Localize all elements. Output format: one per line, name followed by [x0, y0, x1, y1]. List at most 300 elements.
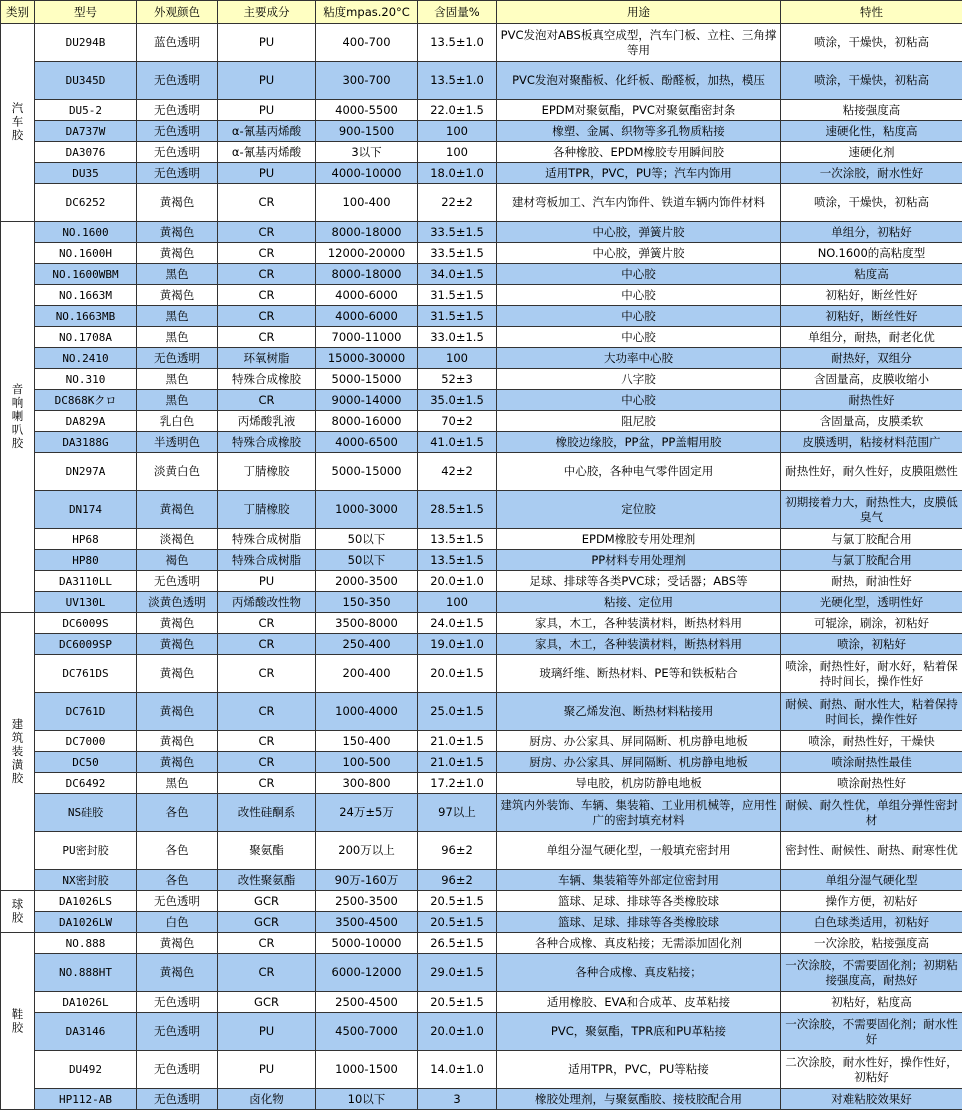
- cell-component: CR: [218, 752, 316, 773]
- cell-model: NO.888: [35, 933, 137, 954]
- cell-feature: 密封性、耐候性、耐热、耐寒性优: [781, 832, 962, 870]
- cell-solids: 96±2: [418, 870, 497, 891]
- cell-color: 无色透明: [137, 100, 218, 121]
- cell-solids: 97以上: [418, 794, 497, 832]
- cell-model: NO.1600WBM: [35, 264, 137, 285]
- cell-model: UV130L: [35, 592, 137, 613]
- cell-use: 各种合成橡、真皮粘接；无需添加固化剂: [497, 933, 781, 954]
- cell-color: 黄褐色: [137, 752, 218, 773]
- cell-component: 特殊合成橡胶: [218, 432, 316, 453]
- cell-component: PU: [218, 24, 316, 62]
- header-row: [1, 1, 962, 24]
- table-row: [1, 491, 962, 529]
- cell-use: 适用TPR，PVC，PU等粘接: [497, 1051, 781, 1089]
- cell-use: 中心胶: [497, 306, 781, 327]
- cell-component: 改性硅酮系: [218, 794, 316, 832]
- table-row: [1, 912, 962, 933]
- table-row: [1, 184, 962, 222]
- cell-solids: 42±2: [418, 453, 497, 491]
- cell-model: DC6492: [35, 773, 137, 794]
- cell-model: DC6009S: [35, 613, 137, 634]
- table-row: [1, 693, 962, 731]
- cell-component: 改性聚氨酯: [218, 870, 316, 891]
- cell-viscosity: 8000-16000: [316, 411, 418, 432]
- cell-component: 丙烯酸改性物: [218, 592, 316, 613]
- cell-feature: 操作方便，初粘好: [781, 891, 962, 912]
- cell-use: 中心胶，各种电气零件固定用: [497, 453, 781, 491]
- cell-viscosity: 200万以上: [316, 832, 418, 870]
- cell-color: 黄褐色: [137, 222, 218, 243]
- cell-component: CR: [218, 390, 316, 411]
- table-row: [1, 411, 962, 432]
- cell-model: DC50: [35, 752, 137, 773]
- cell-solids: 20.0±1.0: [418, 1013, 497, 1051]
- cell-component: 丁腈橡胶: [218, 491, 316, 529]
- cell-model: DC7000: [35, 731, 137, 752]
- cell-model: DU294B: [35, 24, 137, 62]
- cell-solids: 35.0±1.5: [418, 390, 497, 411]
- cell-viscosity: 2500-4500: [316, 992, 418, 1013]
- cell-color: 各色: [137, 870, 218, 891]
- cell-feature: 速硬化性，粘度高: [781, 121, 962, 142]
- cell-use: 足球、排球等各类PVC球；受话器；ABS等: [497, 571, 781, 592]
- cell-color: 无色透明: [137, 348, 218, 369]
- cell-model: DN174: [35, 491, 137, 529]
- cell-component: 环氧树脂: [218, 348, 316, 369]
- cell-viscosity: 150-350: [316, 592, 418, 613]
- cell-model: NO.888HT: [35, 954, 137, 992]
- cell-viscosity: 4000-6500: [316, 432, 418, 453]
- cell-viscosity: 4500-7000: [316, 1013, 418, 1051]
- cell-use: PP材料专用处理剂: [497, 550, 781, 571]
- cell-color: 各色: [137, 794, 218, 832]
- cell-use: PVC发泡对聚酯板、化纤板、酚醛板，加热，模压: [497, 62, 781, 100]
- cell-component: GCR: [218, 912, 316, 933]
- cell-model: DA1026LS: [35, 891, 137, 912]
- cell-solids: 100: [418, 592, 497, 613]
- cell-component: CR: [218, 285, 316, 306]
- cell-use: 阻尼胶: [497, 411, 781, 432]
- cell-color: 黄褐色: [137, 243, 218, 264]
- cell-feature: 耐候、耐热、耐水性大，粘着保持时间长，操作性好: [781, 693, 962, 731]
- table-row: [1, 773, 962, 794]
- table-row: [1, 369, 962, 390]
- cell-use: 橡胶边缘胶，PP盆，PP盖帽用胶: [497, 432, 781, 453]
- header-color: 外观颜色: [137, 1, 218, 24]
- cell-model: HP112-AB: [35, 1089, 137, 1110]
- cell-use: 篮球、足球、排球等各类橡胶球: [497, 912, 781, 933]
- cell-viscosity: 3500-8000: [316, 613, 418, 634]
- cell-viscosity: 2500-3500: [316, 891, 418, 912]
- table-row: [1, 306, 962, 327]
- cell-model: NO.1663MB: [35, 306, 137, 327]
- cell-viscosity: 10以下: [316, 1089, 418, 1110]
- cell-component: α-氰基丙烯酸: [218, 142, 316, 163]
- cell-use: EPDM对聚氨酯，PVC对聚氨酯密封条: [497, 100, 781, 121]
- table-row: [1, 142, 962, 163]
- cell-feature: 喷涂，初粘好: [781, 634, 962, 655]
- cell-viscosity: 5000-15000: [316, 369, 418, 390]
- table-row: [1, 390, 962, 411]
- cell-solids: 26.5±1.5: [418, 933, 497, 954]
- cell-color: 黑色: [137, 390, 218, 411]
- cell-solids: 20.5±1.5: [418, 891, 497, 912]
- cell-model: DA3146: [35, 1013, 137, 1051]
- cell-viscosity: 9000-14000: [316, 390, 418, 411]
- table-row: [1, 529, 962, 550]
- cell-model: DA3110LL: [35, 571, 137, 592]
- table-row: [1, 62, 962, 100]
- cell-viscosity: 3以下: [316, 142, 418, 163]
- cell-solids: 17.2±1.0: [418, 773, 497, 794]
- cell-model: DA1026L: [35, 992, 137, 1013]
- header-viscosity: 粘度mpas.20°C: [316, 1, 418, 24]
- header-use: 用途: [497, 1, 781, 24]
- cell-solids: 13.5±1.5: [418, 550, 497, 571]
- table-row: [1, 954, 962, 992]
- header-component: 主要成分: [218, 1, 316, 24]
- cell-use: 聚乙烯发泡、断热材料粘接用: [497, 693, 781, 731]
- cell-solids: 18.0±1.0: [418, 163, 497, 184]
- cell-feature: 速硬化剂: [781, 142, 962, 163]
- cell-model: HP68: [35, 529, 137, 550]
- cell-viscosity: 900-1500: [316, 121, 418, 142]
- cell-viscosity: 15000-30000: [316, 348, 418, 369]
- cell-component: CR: [218, 954, 316, 992]
- cell-solids: 20.0±1.0: [418, 571, 497, 592]
- cell-component: PU: [218, 1013, 316, 1051]
- cell-component: CR: [218, 613, 316, 634]
- table-row: [1, 592, 962, 613]
- table-row: [1, 243, 962, 264]
- cell-feature: 对难粘胶效果好: [781, 1089, 962, 1110]
- cell-viscosity: 100-500: [316, 752, 418, 773]
- cell-color: 无色透明: [137, 121, 218, 142]
- cell-use: PVC发泡对ABS板真空成型，汽车门板、立柱、三角撑等用: [497, 24, 781, 62]
- cell-solids: 13.5±1.5: [418, 529, 497, 550]
- cell-viscosity: 90万-160万: [316, 870, 418, 891]
- category-cell: 球胶: [1, 891, 35, 933]
- cell-component: CR: [218, 773, 316, 794]
- cell-viscosity: 100-400: [316, 184, 418, 222]
- cell-component: CR: [218, 731, 316, 752]
- cell-solids: 100: [418, 121, 497, 142]
- cell-color: 黄褐色: [137, 634, 218, 655]
- cell-component: 特殊合成橡胶: [218, 369, 316, 390]
- cell-feature: 单组分，初粘好: [781, 222, 962, 243]
- cell-feature: 可辊涂，刷涂，初粘好: [781, 613, 962, 634]
- table-row: [1, 222, 962, 243]
- header-solids: 含固量%: [418, 1, 497, 24]
- cell-feature: 单组分，耐热，耐老化优: [781, 327, 962, 348]
- cell-solids: 13.5±1.0: [418, 62, 497, 100]
- cell-feature: 一次涂胶，粘接强度高: [781, 933, 962, 954]
- cell-color: 无色透明: [137, 142, 218, 163]
- cell-solids: 13.5±1.0: [418, 24, 497, 62]
- category-cell: 汽车胶: [1, 24, 35, 222]
- cell-viscosity: 5000-10000: [316, 933, 418, 954]
- cell-solids: 20.5±1.5: [418, 912, 497, 933]
- cell-viscosity: 5000-15000: [316, 453, 418, 491]
- cell-component: CR: [218, 634, 316, 655]
- cell-feature: 耐热，耐油性好: [781, 571, 962, 592]
- table-row: [1, 1089, 962, 1110]
- header-model: 型号: [35, 1, 137, 24]
- cell-viscosity: 300-800: [316, 773, 418, 794]
- cell-solids: 100: [418, 142, 497, 163]
- cell-feature: 喷涂，干燥快，初粘高: [781, 24, 962, 62]
- cell-color: 黑色: [137, 327, 218, 348]
- table-row: [1, 264, 962, 285]
- cell-use: EPDM橡胶专用处理剂: [497, 529, 781, 550]
- cell-viscosity: 4000-10000: [316, 163, 418, 184]
- cell-use: 家具，木工，各种装潢材料，断热材料用: [497, 613, 781, 634]
- cell-color: 淡黄色透明: [137, 592, 218, 613]
- cell-solids: 14.0±1.0: [418, 1051, 497, 1089]
- table-body: [1, 24, 962, 1110]
- cell-viscosity: 50以下: [316, 550, 418, 571]
- cell-viscosity: 150-400: [316, 731, 418, 752]
- cell-viscosity: 250-400: [316, 634, 418, 655]
- cell-color: 各色: [137, 832, 218, 870]
- cell-model: NO.1663M: [35, 285, 137, 306]
- cell-color: 褐色: [137, 550, 218, 571]
- cell-component: PU: [218, 62, 316, 100]
- cell-use: 中心胶: [497, 327, 781, 348]
- cell-viscosity: 3500-4500: [316, 912, 418, 933]
- cell-feature: 与氯丁胶配合用: [781, 529, 962, 550]
- cell-viscosity: 7000-11000: [316, 327, 418, 348]
- table-row: [1, 992, 962, 1013]
- cell-use: 八字胶: [497, 369, 781, 390]
- table-row: [1, 432, 962, 453]
- cell-use: 建筑内外装饰、车辆、集装箱、工业用机械等，应用性广的密封填充材料: [497, 794, 781, 832]
- cell-color: 淡褐色: [137, 529, 218, 550]
- cell-solids: 96±2: [418, 832, 497, 870]
- table-row: [1, 870, 962, 891]
- cell-solids: 70±2: [418, 411, 497, 432]
- cell-solids: 52±3: [418, 369, 497, 390]
- table-row: [1, 832, 962, 870]
- cell-feature: 喷涂，干燥快，初粘高: [781, 184, 962, 222]
- cell-model: DU5-2: [35, 100, 137, 121]
- cell-component: PU: [218, 1051, 316, 1089]
- cell-model: DA829A: [35, 411, 137, 432]
- cell-viscosity: 1000-4000: [316, 693, 418, 731]
- cell-solids: 33.5±1.5: [418, 243, 497, 264]
- cell-feature: 喷涂，耐热性好，干燥快: [781, 731, 962, 752]
- cell-use: 厨房、办公家具、屏同隔断、机房静电地板: [497, 731, 781, 752]
- cell-viscosity: 50以下: [316, 529, 418, 550]
- header-category: 类别: [1, 1, 35, 24]
- cell-model: DA737W: [35, 121, 137, 142]
- table-row: [1, 121, 962, 142]
- cell-feature: 二次涂胶，耐水性好，操作性好，初粘好: [781, 1051, 962, 1089]
- cell-color: 白色: [137, 912, 218, 933]
- cell-model: DU492: [35, 1051, 137, 1089]
- cell-model: NO.1600: [35, 222, 137, 243]
- cell-color: 淡黄白色: [137, 453, 218, 491]
- cell-model: DA1026LW: [35, 912, 137, 933]
- cell-color: 黑色: [137, 264, 218, 285]
- cell-model: DC6252: [35, 184, 137, 222]
- cell-feature: NO.1600的高粘度型: [781, 243, 962, 264]
- cell-model: NX密封胶: [35, 870, 137, 891]
- cell-viscosity: 300-700: [316, 62, 418, 100]
- table-row: [1, 655, 962, 693]
- cell-feature: 一次涂胶，不需要固化剂；初期粘接强度高，耐热好: [781, 954, 962, 992]
- cell-model: DC868Kクロ: [35, 390, 137, 411]
- table-row: [1, 752, 962, 773]
- cell-use: 单组分湿气硬化型，一般填充密封用: [497, 832, 781, 870]
- cell-viscosity: 12000-20000: [316, 243, 418, 264]
- category-cell: 鞋胶: [1, 933, 35, 1110]
- cell-feature: 耐热性好: [781, 390, 962, 411]
- cell-feature: 白色球类适用，初粘好: [781, 912, 962, 933]
- table-row: [1, 933, 962, 954]
- category-cell: 建筑装潢胶: [1, 613, 35, 891]
- cell-component: 特殊合成树脂: [218, 529, 316, 550]
- cell-component: 聚氨酯: [218, 832, 316, 870]
- cell-feature: 粘度高: [781, 264, 962, 285]
- cell-feature: 与氯丁胶配合用: [781, 550, 962, 571]
- cell-solids: 21.0±1.5: [418, 731, 497, 752]
- cell-model: DC761D: [35, 693, 137, 731]
- cell-solids: 22±2: [418, 184, 497, 222]
- cell-viscosity: 4000-5500: [316, 100, 418, 121]
- cell-component: CR: [218, 933, 316, 954]
- cell-model: HP80: [35, 550, 137, 571]
- cell-solids: 21.0±1.5: [418, 752, 497, 773]
- cell-color: 黄褐色: [137, 491, 218, 529]
- cell-solids: 19.0±1.0: [418, 634, 497, 655]
- cell-use: 橡塑、金属、织物等多孔物质粘接: [497, 121, 781, 142]
- table-row: [1, 731, 962, 752]
- cell-component: PU: [218, 571, 316, 592]
- cell-color: 黄褐色: [137, 285, 218, 306]
- cell-solids: 33.5±1.5: [418, 222, 497, 243]
- cell-feature: 耐候、耐久性优，单组分弹性密封材: [781, 794, 962, 832]
- cell-solids: 34.0±1.5: [418, 264, 497, 285]
- table-row: [1, 634, 962, 655]
- cell-component: CR: [218, 327, 316, 348]
- table-row: [1, 327, 962, 348]
- cell-solids: 31.5±1.5: [418, 285, 497, 306]
- cell-viscosity: 4000-6000: [316, 285, 418, 306]
- cell-component: 丙烯酸乳液: [218, 411, 316, 432]
- cell-model: NS硅胶: [35, 794, 137, 832]
- cell-feature: 初粘好，断丝性好: [781, 285, 962, 306]
- cell-use: 家具，木工，各种装潢材料，断热材料用: [497, 634, 781, 655]
- cell-use: 导电胶，机房防静电地板: [497, 773, 781, 794]
- cell-model: DA3188G: [35, 432, 137, 453]
- cell-use: 建材弯板加工、汽车内饰件、铁道车辆内饰件材料: [497, 184, 781, 222]
- cell-color: 蓝色透明: [137, 24, 218, 62]
- cell-color: 半透明色: [137, 432, 218, 453]
- cell-solids: 100: [418, 348, 497, 369]
- cell-feature: 含固量高，皮膜柔软: [781, 411, 962, 432]
- cell-use: 中心胶，弹簧片胶: [497, 222, 781, 243]
- cell-feature: 光硬化型，透明性好: [781, 592, 962, 613]
- cell-color: 黑色: [137, 306, 218, 327]
- cell-component: CR: [218, 264, 316, 285]
- cell-viscosity: 1000-3000: [316, 491, 418, 529]
- cell-component: 特殊合成树脂: [218, 550, 316, 571]
- cell-viscosity: 1000-1500: [316, 1051, 418, 1089]
- cell-solids: 33.0±1.5: [418, 327, 497, 348]
- cell-color: 乳白色: [137, 411, 218, 432]
- cell-color: 黑色: [137, 369, 218, 390]
- cell-use: 中心胶: [497, 264, 781, 285]
- cell-color: 无色透明: [137, 1089, 218, 1110]
- table-row: [1, 1051, 962, 1089]
- cell-use: 适用橡胶、EVA和合成革、皮革粘接: [497, 992, 781, 1013]
- cell-color: 无色透明: [137, 163, 218, 184]
- cell-solids: 25.0±1.5: [418, 693, 497, 731]
- cell-component: 丁腈橡胶: [218, 453, 316, 491]
- cell-use: 各种橡胶、EPDM橡胶专用瞬间胶: [497, 142, 781, 163]
- header-feature: 特性: [781, 1, 962, 24]
- cell-component: CR: [218, 693, 316, 731]
- cell-component: 卤化物: [218, 1089, 316, 1110]
- table-row: [1, 794, 962, 832]
- cell-feature: 初粘好，粘度高: [781, 992, 962, 1013]
- cell-component: CR: [218, 243, 316, 264]
- cell-component: GCR: [218, 992, 316, 1013]
- cell-component: α-氰基丙烯酸: [218, 121, 316, 142]
- cell-model: NO.2410: [35, 348, 137, 369]
- cell-use: 玻璃纤维、断热材料、PE等和铁板粘合: [497, 655, 781, 693]
- cell-solids: 41.0±1.5: [418, 432, 497, 453]
- table-row: [1, 571, 962, 592]
- table-row: [1, 550, 962, 571]
- cell-color: 无色透明: [137, 1013, 218, 1051]
- cell-component: CR: [218, 306, 316, 327]
- cell-model: DN297A: [35, 453, 137, 491]
- cell-feature: 单组分湿气硬化型: [781, 870, 962, 891]
- cell-feature: 含固量高，皮膜收缩小: [781, 369, 962, 390]
- table-row: [1, 348, 962, 369]
- cell-model: DA3076: [35, 142, 137, 163]
- cell-color: 无色透明: [137, 891, 218, 912]
- table-row: [1, 453, 962, 491]
- cell-use: 适用TPR，PVC，PU等；汽车内饰用: [497, 163, 781, 184]
- cell-solids: 29.0±1.5: [418, 954, 497, 992]
- cell-viscosity: 24万±5万: [316, 794, 418, 832]
- cell-model: DU35: [35, 163, 137, 184]
- cell-use: 大功率中心胶: [497, 348, 781, 369]
- cell-color: 无色透明: [137, 571, 218, 592]
- cell-component: CR: [218, 184, 316, 222]
- cell-use: 各种合成橡、真皮粘接；: [497, 954, 781, 992]
- cell-feature: 喷涂耐热性好: [781, 773, 962, 794]
- cell-viscosity: 200-400: [316, 655, 418, 693]
- cell-feature: 一次涂胶，不需要固化剂；耐水性好: [781, 1013, 962, 1051]
- cell-use: PVC，聚氨酯，TPR底和PU革粘接: [497, 1013, 781, 1051]
- cell-use: 篮球、足球、排球等各类橡胶球: [497, 891, 781, 912]
- table-row: [1, 24, 962, 62]
- table-row: [1, 100, 962, 121]
- cell-feature: 初粘好，断丝性好: [781, 306, 962, 327]
- cell-component: CR: [218, 222, 316, 243]
- cell-feature: 耐热性好，耐久性好，皮膜阻燃性: [781, 453, 962, 491]
- cell-component: CR: [218, 655, 316, 693]
- cell-use: 车辆、集装箱等外部定位密封用: [497, 870, 781, 891]
- cell-model: PU密封胶: [35, 832, 137, 870]
- cell-viscosity: 2000-3500: [316, 571, 418, 592]
- cell-color: 黄褐色: [137, 933, 218, 954]
- cell-component: GCR: [218, 891, 316, 912]
